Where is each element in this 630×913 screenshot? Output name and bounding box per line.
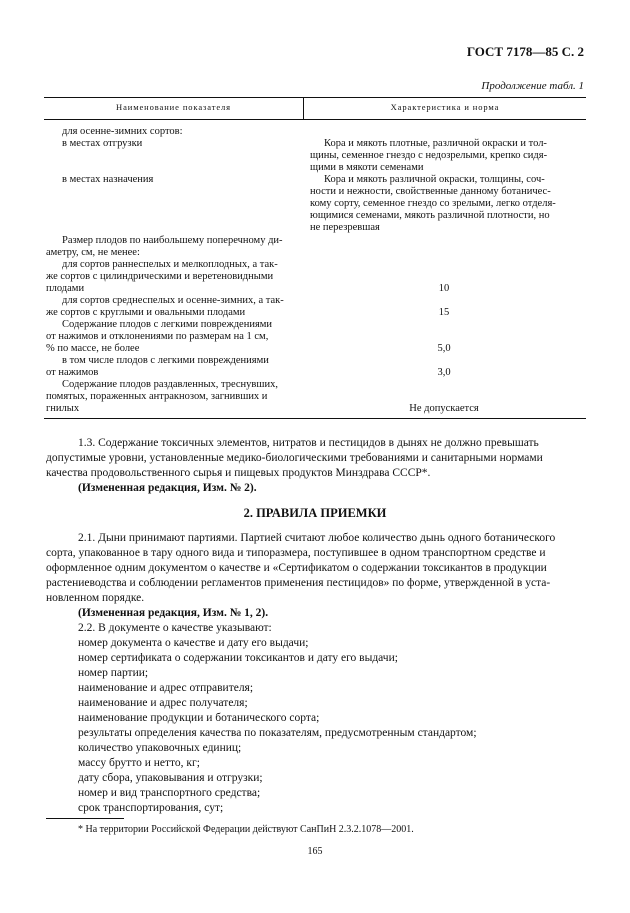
table-right-line: не перезревшая xyxy=(310,222,380,233)
table-value: 3,0 xyxy=(437,367,451,378)
table-right-line: щими в мякоти семенами xyxy=(310,162,424,173)
table-left-line: Размер плодов по наибольшему поперечному ди- xyxy=(62,235,283,246)
list-item: наименование и адрес отправителя; xyxy=(78,682,254,694)
list-item: количество упаковочных единиц; xyxy=(78,742,242,754)
table-left-line: в том числе плодов с легкими повреждениями xyxy=(62,355,269,366)
paragraph-line: 1.3. Содержание токсичных элементов, нитратов и пестицидов в дынях не должно превышать xyxy=(78,437,539,449)
table-value: Не допускается xyxy=(409,403,479,414)
table-right-line: ности и нежности, свойственные данному ботаничес- xyxy=(310,186,551,197)
list-item: массу брутто и нетто, кг; xyxy=(78,757,200,769)
list-item: результаты определения качества по показателям, предусмотренным стандартом; xyxy=(78,727,477,739)
list-item: срок транспортирования, сут; xyxy=(78,802,224,814)
table-right-line: ющимися семенами, мякоть различной плотности, но xyxy=(310,210,550,221)
section-title: 2. ПРАВИЛА ПРИЕМКИ xyxy=(243,506,387,520)
amendment-note: (Измененная редакция, Изм. № 2). xyxy=(78,482,257,494)
document-header: ГОСТ 7178—85 С. 2 xyxy=(466,44,584,59)
paragraph-line: новленном порядке. xyxy=(46,592,145,604)
table-left-line: в местах назначения xyxy=(62,174,154,185)
table-left-line: для осенне-зимних сортов: xyxy=(62,126,183,137)
footnote-rule xyxy=(46,818,124,819)
table-right-line: Кора и мякоть различной окраски, толщины, соч- xyxy=(324,174,545,185)
paragraph-line: растениеводства и соблюдении регламентов применения пестицидов» по форме, утвержденной в уста- xyxy=(46,577,551,589)
table-header-rule xyxy=(44,119,586,120)
table-left-line: Содержание плодов с легкими повреждениями xyxy=(62,319,273,330)
table-left-line: в местах отгрузки xyxy=(62,138,143,149)
footnote: * На территории Российской Федерации действуют СанПиН 2.3.2.1078—2001. xyxy=(78,824,414,835)
table-right-line: кому сорту, семенное гнездо со зрелыми, легко отделя- xyxy=(310,198,556,209)
table-left-line: для сортов среднеспелых и осенне-зимних, а так- xyxy=(62,295,284,306)
paragraph-line: 2.1. Дыни принимают партиями. Партией считают любое количество дынь одного ботанического xyxy=(78,532,556,544)
list-item: номер и вид транспортного средства; xyxy=(78,787,261,799)
paragraph-line: оформленное одним документом о качестве и «Сертификатом о содержании токсикантов в продукции xyxy=(46,562,547,574)
list-item: номер документа о качестве и дату его выдачи; xyxy=(78,637,309,649)
table-left-line: гнилых xyxy=(46,403,80,414)
table-left-line: аметру, см, не менее: xyxy=(46,247,140,258)
table-left-line: же сортов с круглыми и овальными плодами xyxy=(46,307,246,318)
table-header-characteristic: Характеристика и норма xyxy=(390,102,500,112)
list-item: номер сертификата о содержании токсикантов и дату его выдачи; xyxy=(78,652,398,664)
amendment-note: (Измененная редакция, Изм. № 1, 2). xyxy=(78,607,269,619)
table-right-line: щины, семенное гнездо с недозрелыми, крепко сидя- xyxy=(310,150,548,161)
table-left-line: же сортов с цилиндрическими и веретеновидными xyxy=(46,271,274,282)
table-bottom-rule xyxy=(44,418,586,419)
table-value: 5,0 xyxy=(437,343,451,354)
table-continuation-label: Продолжение табл. 1 xyxy=(481,80,584,92)
table-right-line: Кора и мякоть плотные, различной окраски и тол- xyxy=(324,138,547,149)
paragraph-line: допустимые уровни, установленные медико-биологическими требованиями и санитарными нормами xyxy=(46,452,543,464)
list-item: 2.2. В документе о качестве указывают: xyxy=(78,622,272,634)
page-number: 165 xyxy=(307,846,323,857)
table-left-line: плодами xyxy=(46,283,85,294)
table-left-line: помятых, пораженных антракнозом, загнивших и xyxy=(46,391,268,402)
list-item: наименование продукции и ботанического сорта; xyxy=(78,712,320,724)
table-left-line: Содержание плодов раздавленных, треснувших, xyxy=(62,379,278,390)
paragraph-line: качества продовольственного сырья и пищевых продуктов Минздрава СССР*. xyxy=(46,467,431,479)
list-item: дату сбора, упаковывания и отгрузки; xyxy=(78,772,263,784)
table-header-indicator: Наименование показателя xyxy=(116,102,231,112)
table-left-line: от нажимов xyxy=(46,367,99,378)
table-left-line: для сортов раннеспелых и мелкоплодных, а так- xyxy=(62,259,278,270)
paragraph-line: сорта, упакованное в тару одного вида и типоразмера, поступившее в одном транспортном средстве и xyxy=(46,547,546,559)
table-value: 15 xyxy=(438,307,450,318)
table-top-rule xyxy=(44,97,586,98)
list-item: наименование и адрес получателя; xyxy=(78,697,248,709)
table-left-line: от нажимов и отклонениями по размерам на 1 см, xyxy=(46,331,269,342)
table-value: 10 xyxy=(438,283,450,294)
list-item: номер партии; xyxy=(78,667,149,679)
table-left-line: % по массе, не более xyxy=(46,343,140,354)
